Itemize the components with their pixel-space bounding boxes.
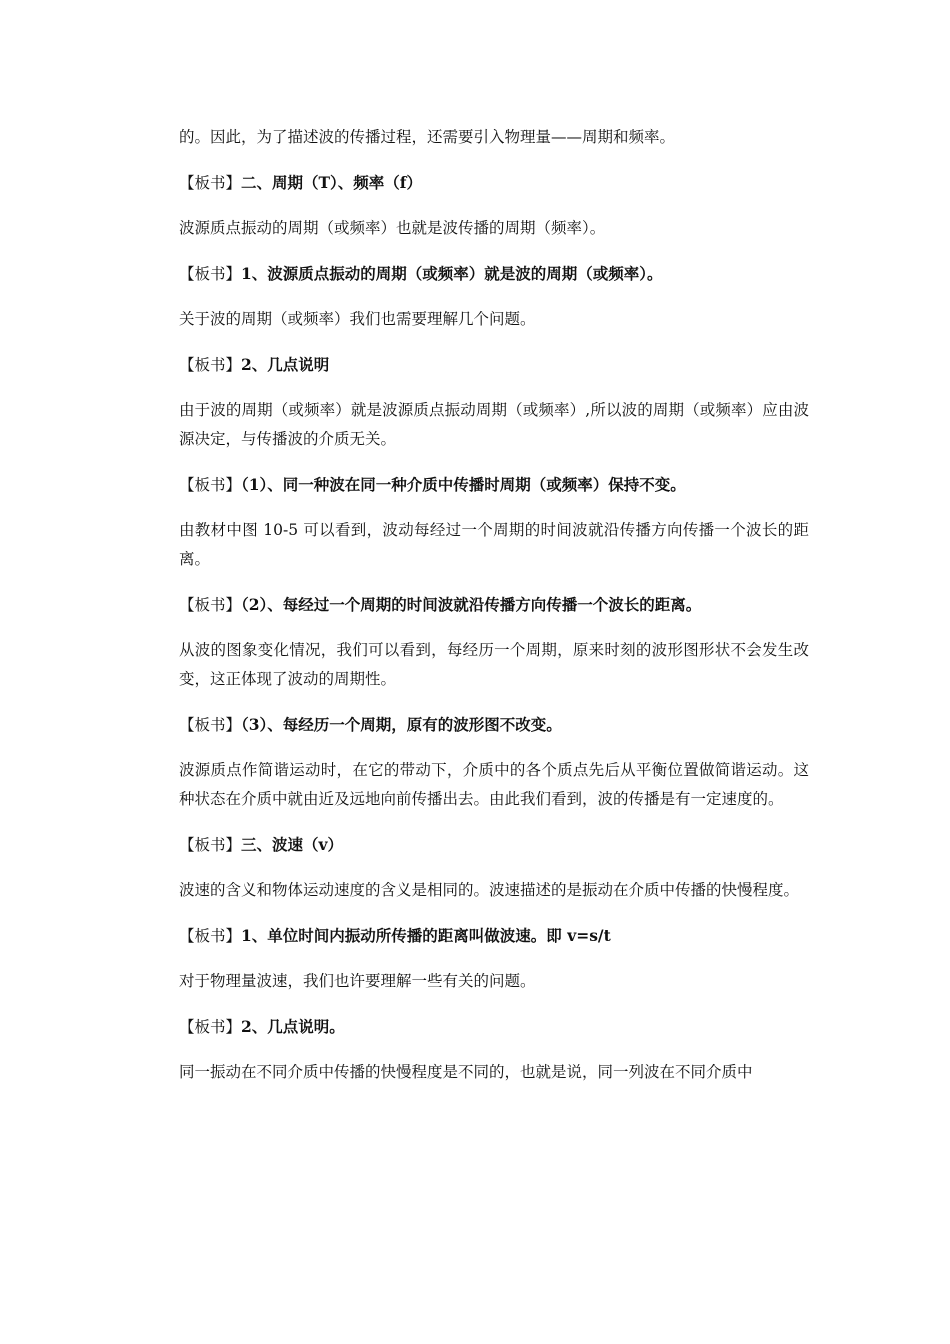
board-note-tag: 【板书】	[179, 716, 242, 734]
board-note-content: （2）、每经过一个周期的时间波就沿传播方向传播一个波长的距离。	[241, 595, 702, 614]
text-paragraph	[179, 305, 809, 334]
board-note-paragraph	[179, 590, 809, 620]
text-paragraph	[179, 636, 809, 694]
board-note-paragraph	[179, 1012, 809, 1042]
board-note-paragraph	[179, 350, 809, 380]
paragraph-text: 同一振动在不同介质中传播的快慢程度是不同的，也就是说，同一列波在不同介质中	[179, 1063, 753, 1081]
text-paragraph	[179, 876, 809, 905]
board-note-tag: 【板书】	[179, 265, 242, 283]
board-note-paragraph	[179, 470, 809, 500]
board-note-paragraph	[179, 168, 809, 198]
board-note-content: （3）、每经历一个周期，原有的波形图不改变。	[241, 715, 562, 734]
paragraph-text: 从波的图象变化情况，我们可以看到，每经历一个周期，原来时刻的波形图形状不会发生改变，这正体现了波动的周期性。	[179, 641, 809, 688]
paragraph-text: 由于波的周期（或频率）就是波源质点振动周期（或频率）,所以波的周期（或频率）应由波源决定，与传播波的介质无关。	[179, 401, 809, 448]
text-paragraph	[179, 396, 809, 454]
board-note-content: （1）、同一种波在同一种介质中传播时周期（或频率）保持不变。	[241, 475, 686, 494]
board-note-content: 1、波源质点振动的周期（或频率）就是波的周期（或频率）。	[241, 264, 663, 283]
text-paragraph	[179, 214, 809, 243]
board-note-tag: 【板书】	[179, 836, 242, 854]
paragraph-text: 波源质点振动的周期（或频率）也就是波传播的周期（频率）。	[179, 219, 606, 237]
text-paragraph	[179, 1058, 809, 1087]
text-paragraph	[179, 123, 809, 152]
text-paragraph	[179, 516, 809, 574]
board-note-tag: 【板书】	[179, 927, 242, 945]
paragraph-text: 波速的含义和物体运动速度的含义是相同的。波速描述的是振动在介质中传播的快慢程度。	[179, 881, 800, 899]
paragraph-text: 关于波的周期（或频率）我们也需要理解几个问题。	[179, 310, 536, 328]
board-note-tag: 【板书】	[179, 356, 242, 374]
board-note-paragraph	[179, 830, 809, 860]
board-note-content: 2、几点说明。	[241, 1017, 345, 1036]
board-note-tag: 【板书】	[179, 1018, 242, 1036]
board-note-content: 1、单位时间内振动所传播的距离叫做波速。即 v=s/t	[241, 926, 611, 945]
board-note-content: 三、波速（v）	[241, 835, 344, 854]
board-note-paragraph	[179, 259, 809, 289]
board-note-content: 二、周期（T）、频率（f）	[241, 173, 422, 192]
board-note-tag: 【板书】	[179, 174, 242, 192]
board-note-tag: 【板书】	[179, 596, 242, 614]
text-paragraph	[179, 756, 809, 814]
text-paragraph	[179, 967, 809, 996]
board-note-tag: 【板书】	[179, 476, 242, 494]
paragraph-text: 的。因此，为了描述波的传播过程，还需要引入物理量——周期和频率。	[179, 128, 676, 146]
board-note-content: 2、几点说明	[241, 355, 330, 374]
board-note-paragraph	[179, 921, 809, 951]
paragraph-text: 对于物理量波速，我们也许要理解一些有关的问题。	[179, 972, 536, 990]
document-page	[179, 123, 809, 1103]
paragraph-text: 由教材中图 10-5 可以看到，波动每经过一个周期的时间波就沿传播方向传播一个波长的距离。	[179, 521, 809, 568]
board-note-paragraph	[179, 710, 809, 740]
paragraph-text: 波源质点作简谐运动时，在它的带动下，介质中的各个质点先后从平衡位置做简谐运动。这种状态在介质中就由近及远地向前传播出去。由此我们看到，波的传播是有一定速度的。	[179, 761, 809, 808]
